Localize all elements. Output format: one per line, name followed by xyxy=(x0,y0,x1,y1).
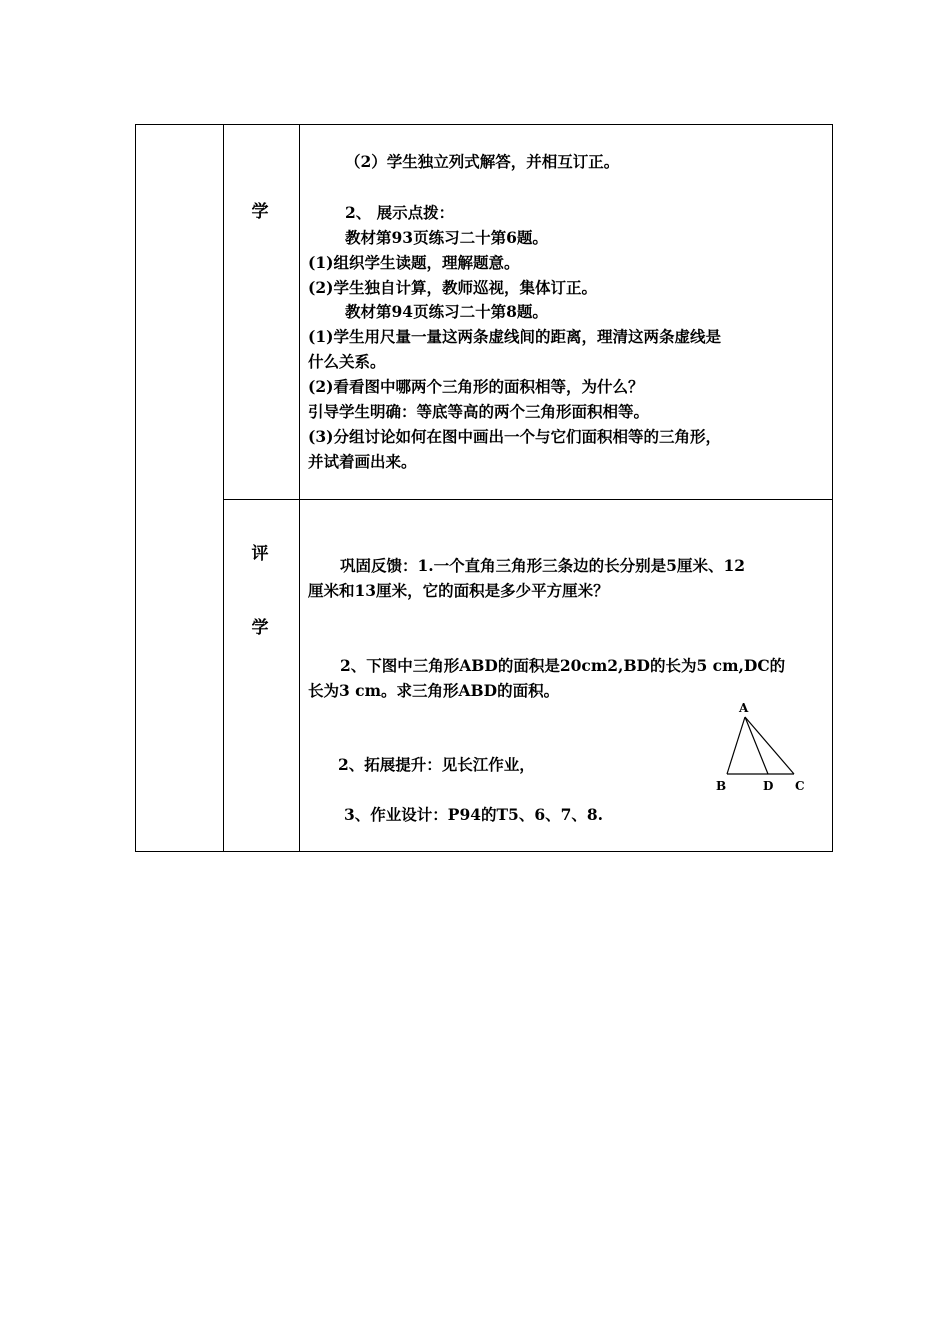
section-label-xue: 学 xyxy=(251,202,269,222)
content-line: 厘米和13厘米，它的面积是多少平方厘米？ xyxy=(308,581,609,600)
content-line: (1)学生用尺量一量这两条虚线间的距离，理清这两条虚线是 xyxy=(308,327,721,346)
content-line: (2)学生独自计算，教师巡视，集体订正。 xyxy=(308,278,597,297)
content-line: 2、拓展提升：见长江作业， xyxy=(338,755,535,774)
content-line: 教材第94页练习二十第8题。 xyxy=(345,302,548,321)
vertex-label-c: C xyxy=(795,779,805,793)
content-line: 2、下图中三角形ABD的面积是20cm2,BD的长为5 cm,DC的 xyxy=(340,656,786,675)
content-line: 什么关系。 xyxy=(308,352,386,371)
vertex-label-b: B xyxy=(716,779,727,793)
section-label-ping: 评 xyxy=(251,544,269,564)
content-line: 并试着画出来。 xyxy=(308,452,417,471)
column-divider-1 xyxy=(223,125,224,851)
content-line: 引导学生明确：等底等高的两个三角形面积相等。 xyxy=(308,402,650,421)
content-line: 巩固反馈：1.一个直角三角形三条边的长分别是5厘米、12 xyxy=(340,556,746,575)
content-line: (3)分组讨论如何在图中画出一个与它们面积相等的三角形， xyxy=(308,427,721,446)
content-line: 长为3 cm。求三角形ABD的面积。 xyxy=(308,681,560,700)
section-label-xue-2: 学 xyxy=(251,618,269,638)
triangle-side-ac xyxy=(745,717,794,774)
triangle-side-ad xyxy=(745,717,768,774)
vertex-label-d: D xyxy=(763,779,774,793)
vertex-label-a: A xyxy=(739,701,749,715)
content-line: (2)看看图中哪两个三角形的面积相等，为什么？ xyxy=(308,377,644,396)
row-divider xyxy=(223,499,832,500)
content-line: 教材第93页练习二十第6题。 xyxy=(345,228,548,247)
content-line: 2、 展示点拨： xyxy=(345,203,455,222)
content-line: (1)组织学生读题，理解题意。 xyxy=(308,253,520,272)
column-divider-2 xyxy=(299,125,300,851)
content-line: 3、作业设计：P94的T5、6、7、8. xyxy=(344,805,604,824)
content-line: （2）学生独立列式解答，并相互订正。 xyxy=(345,152,620,171)
triangle-side-ab xyxy=(727,717,745,774)
triangle-figure xyxy=(712,700,812,800)
